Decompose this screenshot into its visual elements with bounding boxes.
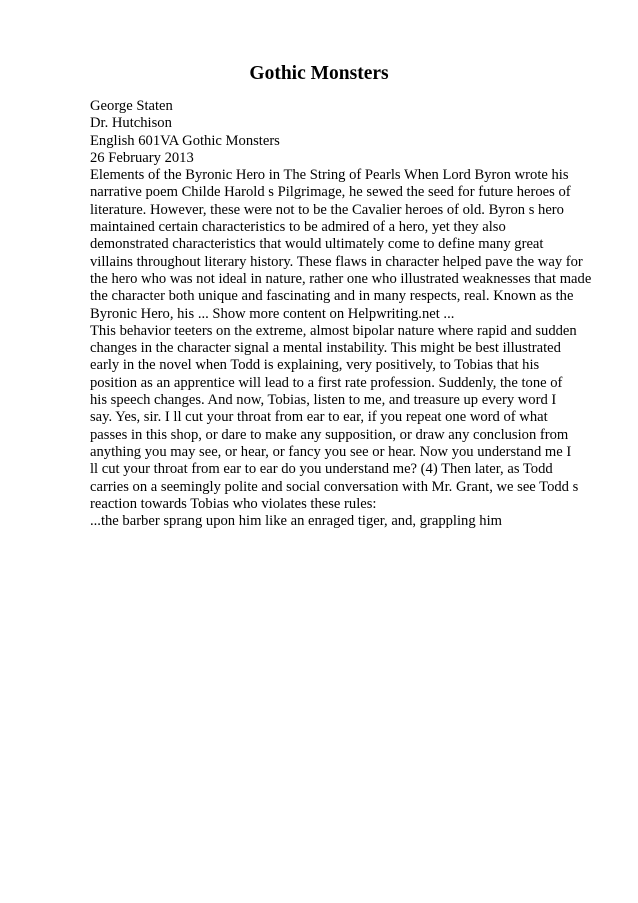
text-line: the hero who was not ideal in nature, rather one who illustrated weaknesses that made: [90, 270, 592, 287]
page-title: Gothic Monsters: [249, 63, 389, 84]
text-line: This behavior teeters on the extreme, almost bipolar nature where rapid and sudden: [90, 322, 577, 339]
instructor-name: Dr. Hutchison: [90, 115, 172, 132]
course-name: English 601VA Gothic Monsters: [90, 132, 280, 149]
text-line: demonstrated characteristics that would ultimately come to define many great: [90, 236, 544, 253]
document-date: 26 February 2013: [90, 149, 194, 166]
author-name: George Staten: [90, 98, 173, 114]
text-line: literature. However, these were not to be the Cavalier heroes of old. Byron s hero: [90, 201, 564, 218]
text-line: reaction towards Tobias who violates these rules:: [90, 495, 377, 512]
text-line: say. Yes, sir. I ll cut your throat from ear to ear, if you repeat one word of what: [90, 409, 548, 426]
text-line: anything you may see, or hear, or fancy you see or hear. Now you understand me I: [90, 443, 572, 460]
text-line: carries on a seemingly polite and social conversation with Mr. Grant, we see Todd s: [90, 478, 579, 495]
text-line: his speech changes. And now, Tobias, listen to me, and treasure up every word I: [90, 392, 557, 409]
text-line: Elements of the Byronic Hero in The String of Pearls When Lord Byron wrote his: [90, 167, 569, 184]
text-line: Byronic Hero, his ... Show more content on Helpwriting.net ...: [90, 305, 455, 322]
text-line: narrative poem Childe Harold s Pilgrimage, he sewed the seed for future heroes of: [90, 184, 571, 201]
document-body: [90, 98, 610, 530]
text-line: passes in this shop, or dare to make any supposition, or draw any conclusion from: [90, 426, 569, 443]
text-line: changes in the character signal a mental instability. This might be best illustrated: [90, 340, 561, 357]
text-line: maintained certain characteristics to be admired of a hero, yet they also: [90, 219, 506, 236]
text-line: ...the barber sprang upon him like an enraged tiger, and, grappling him: [90, 513, 502, 530]
text-line: the character both unique and fascinating and in many respects, real. Known as the: [90, 288, 574, 305]
text-line: villains throughout literary history. These flaws in character helped pave the way for: [90, 253, 583, 270]
text-line: ll cut your throat from ear to ear do you understand me? (4) Then later, as Todd: [90, 461, 553, 478]
text-line: early in the novel when Todd is explaining, very positively, to Tobias that his: [90, 357, 540, 374]
text-line: position as an apprentice will lead to a first rate profession. Suddenly, the tone of: [90, 374, 563, 391]
